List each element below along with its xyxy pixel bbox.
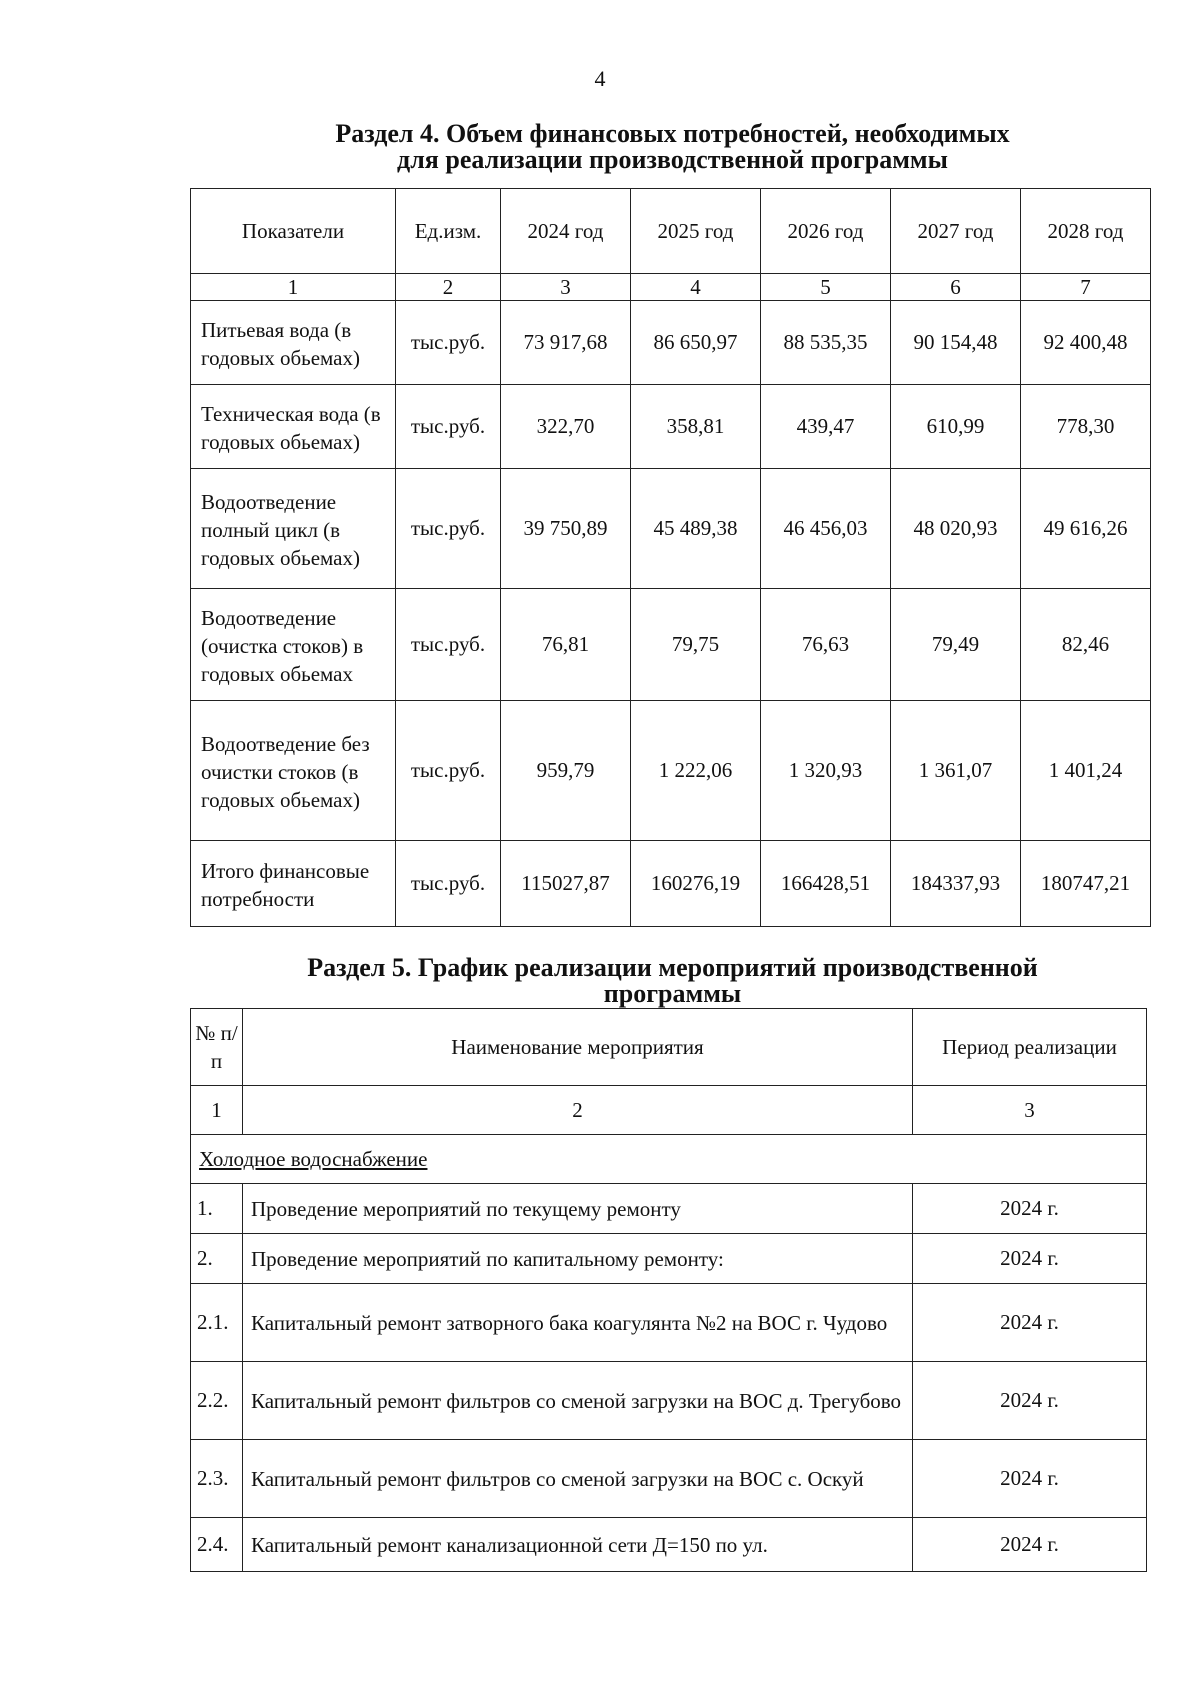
value-cell: 959,79 [501,701,631,841]
schedule-table [190,1008,1147,1572]
column-number-row [191,1086,1147,1135]
value-cell: 76,63 [761,589,891,701]
table-row [191,1234,1147,1284]
table-row [191,385,1151,469]
row-number: 2.3. [191,1440,243,1518]
section-5-title-line1: Раздел 5. График реализации мероприятий производственной [307,953,1038,982]
column-number: 1 [191,1086,243,1135]
column-number: 7 [1021,274,1151,301]
activity-period: 2024 г. [913,1440,1147,1518]
value-cell: 92 400,48 [1021,301,1151,385]
group-row [191,1135,1147,1184]
value-cell: 166428,51 [761,841,891,927]
activity-name: Проведение мероприятий по капитальному ремонту: [243,1234,913,1284]
table-row [191,1440,1147,1518]
table-row [191,1284,1147,1362]
header-2025: 2025 год [631,189,761,274]
value-cell: 48 020,93 [891,469,1021,589]
activity-period: 2024 г. [913,1184,1147,1234]
column-number: 4 [631,274,761,301]
table-header-row [191,1009,1147,1086]
indicator-cell: Водоотведение без очистки стоков (в годовых обьемах) [191,701,396,841]
unit-cell: тыс.руб. [396,469,501,589]
activity-name: Капитальный ремонт фильтров со сменой загрузки на ВОС с. Оскуй [243,1440,913,1518]
value-cell: 160276,19 [631,841,761,927]
column-number: 3 [913,1086,1147,1135]
activity-name: Капитальный ремонт затворного бака коагулянта №2 на ВОС г. Чудово [243,1284,913,1362]
activity-name: Проведение мероприятий по текущему ремонту [243,1184,913,1234]
column-number: 2 [243,1086,913,1135]
section-5-title [130,955,1200,1007]
table-row [191,301,1151,385]
table-row [191,1184,1147,1234]
unit-cell: тыс.руб. [396,385,501,469]
value-cell: 79,49 [891,589,1021,701]
unit-cell: тыс.руб. [396,701,501,841]
value-cell: 180747,21 [1021,841,1151,927]
activity-name: Капитальный ремонт канализационной сети Д=150 по ул. [243,1518,913,1572]
activity-period: 2024 г. [913,1518,1147,1572]
indicator-cell: Техническая вода (в годовых обьемах) [191,385,396,469]
row-number: 2. [191,1234,243,1284]
activity-period: 2024 г. [913,1362,1147,1440]
group-title: Холодное водоснабжение [199,1146,428,1171]
indicator-cell: Водоотведение (очистка стоков) в годовых обьемах [191,589,396,701]
table-row [191,589,1151,701]
value-cell: 86 650,97 [631,301,761,385]
unit-cell: тыс.руб. [396,301,501,385]
indicator-cell: Водоотведение полный цикл (в годовых обьемах) [191,469,396,589]
activity-period: 2024 г. [913,1284,1147,1362]
indicator-cell: Питьевая вода (в годовых обьемах) [191,301,396,385]
value-cell: 358,81 [631,385,761,469]
activity-period: 2024 г. [913,1234,1147,1284]
section-5-title-line2: программы [603,979,742,1008]
row-number: 2.2. [191,1362,243,1440]
value-cell: 76,81 [501,589,631,701]
value-cell: 1 222,06 [631,701,761,841]
header-2028: 2028 год [1021,189,1151,274]
finance-needs-table [190,188,1151,927]
activity-name: Капитальный ремонт фильтров со сменой загрузки на ВОС д. Трегубово [243,1362,913,1440]
value-cell: 322,70 [501,385,631,469]
unit-cell: тыс.руб. [396,841,501,927]
value-cell: 1 320,93 [761,701,891,841]
header-period: Период реализации [913,1009,1147,1086]
value-cell: 39 750,89 [501,469,631,589]
value-cell: 49 616,26 [1021,469,1151,589]
value-cell: 45 489,38 [631,469,761,589]
section-4-title-line2: для реализации производственной программы [397,145,948,174]
table-header-row [191,189,1151,274]
row-number: 2.1. [191,1284,243,1362]
column-number: 3 [501,274,631,301]
table-row [191,1518,1147,1572]
header-2024: 2024 год [501,189,631,274]
value-cell: 184337,93 [891,841,1021,927]
header-activity-name: Наименование мероприятия [243,1009,913,1086]
unit-cell: тыс.руб. [396,589,501,701]
column-number: 1 [191,274,396,301]
row-number: 1. [191,1184,243,1234]
table-row [191,701,1151,841]
value-cell: 439,47 [761,385,891,469]
value-cell: 610,99 [891,385,1021,469]
value-cell: 46 456,03 [761,469,891,589]
column-number-row [191,274,1151,301]
row-number: 2.4. [191,1518,243,1572]
header-indicators: Показатели [191,189,396,274]
value-cell: 115027,87 [501,841,631,927]
section-4-title [150,121,1195,173]
group-title-cell [191,1135,1147,1184]
value-cell: 1 361,07 [891,701,1021,841]
value-cell: 82,46 [1021,589,1151,701]
value-cell: 79,75 [631,589,761,701]
header-number: № п/п [191,1009,243,1086]
value-cell: 88 535,35 [761,301,891,385]
header-unit: Ед.изм. [396,189,501,274]
section-4-title-line1: Раздел 4. Объем финансовых потребностей, необходимых [335,119,1010,148]
value-cell: 90 154,48 [891,301,1021,385]
value-cell: 73 917,68 [501,301,631,385]
header-2027: 2027 год [891,189,1021,274]
column-number: 5 [761,274,891,301]
table-row [191,469,1151,589]
table-row-total [191,841,1151,927]
column-number: 6 [891,274,1021,301]
header-2026: 2026 год [761,189,891,274]
page-number: 4 [594,66,606,91]
value-cell: 778,30 [1021,385,1151,469]
column-number: 2 [396,274,501,301]
value-cell: 1 401,24 [1021,701,1151,841]
indicator-cell: Итого финансовые потребности [191,841,396,927]
table-row [191,1362,1147,1440]
